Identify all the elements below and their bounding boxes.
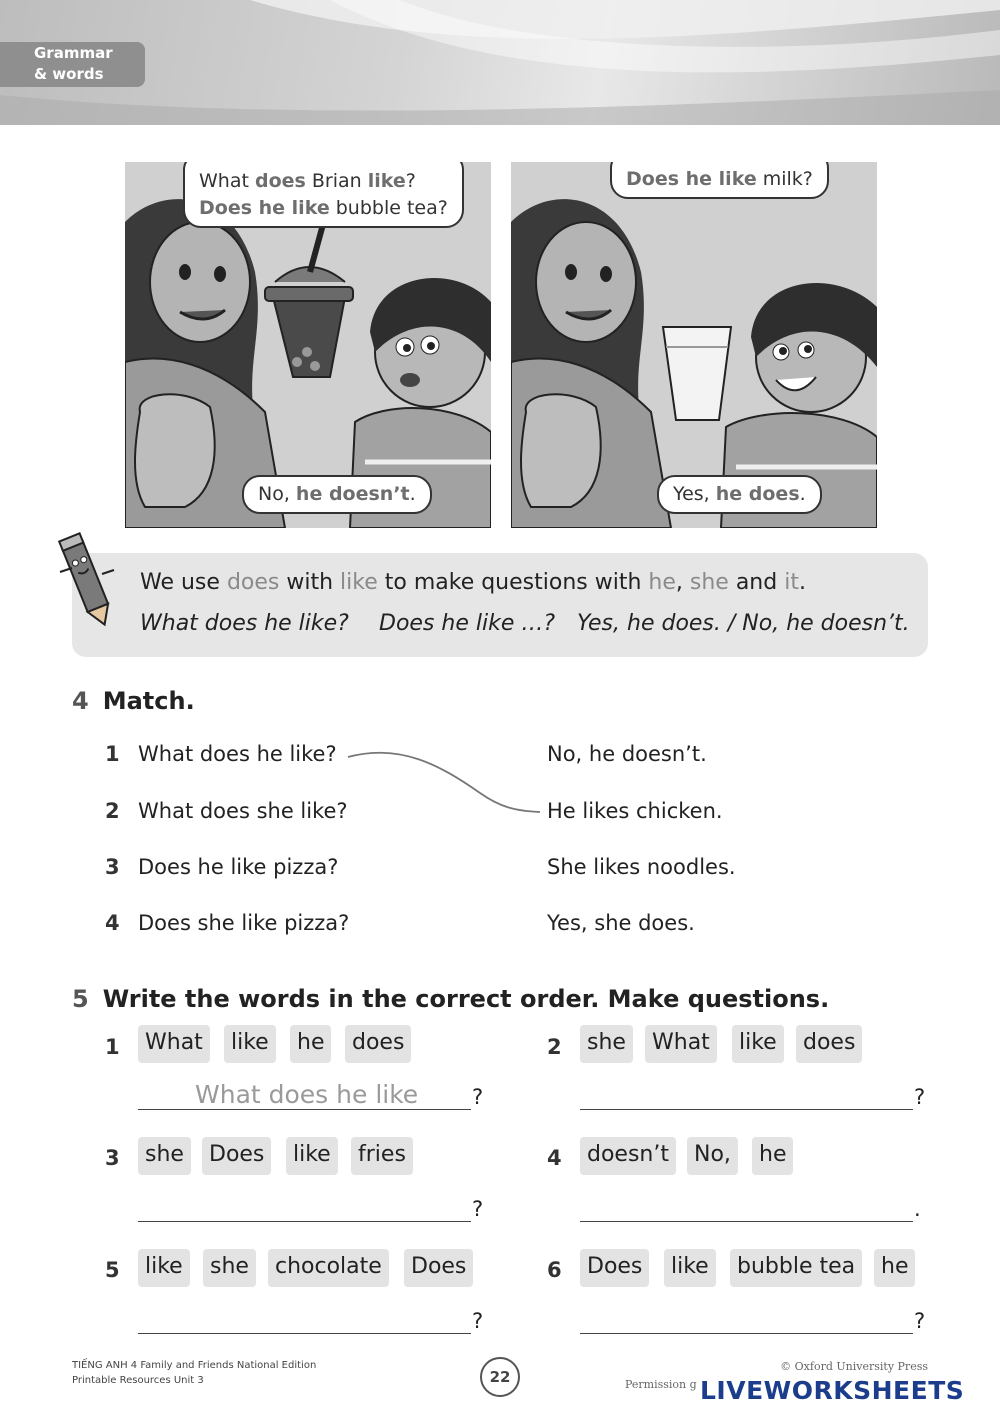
grammar-example-3: Yes, he does. / No, he doesn’t. xyxy=(577,611,910,636)
comic-panel-2 xyxy=(511,162,877,528)
answer-end-punctuation: ? xyxy=(472,1085,484,1109)
word-chip[interactable]: Does xyxy=(404,1249,473,1287)
answer-input-line[interactable] xyxy=(580,1221,913,1222)
grammar-keyword: he xyxy=(648,570,676,595)
word-chip[interactable]: she xyxy=(580,1025,633,1063)
match-question-number: 2 xyxy=(105,799,120,823)
bubble-highlight: Does he like xyxy=(626,168,757,190)
bubble-text: Brian xyxy=(305,170,368,192)
word-chip[interactable]: he xyxy=(874,1249,915,1287)
footer-book-info xyxy=(72,1358,316,1388)
match-question-number: 3 xyxy=(105,855,120,879)
word-chip[interactable]: he xyxy=(290,1025,331,1063)
word-chip[interactable]: she xyxy=(203,1249,256,1287)
word-chip[interactable]: No, xyxy=(687,1137,738,1175)
comic-panel-1 xyxy=(125,162,491,528)
word-chip[interactable]: Does xyxy=(580,1249,649,1287)
word-chip[interactable]: she xyxy=(138,1137,191,1175)
answer-input-line[interactable] xyxy=(138,1221,471,1222)
pencil-mascot-icon xyxy=(56,528,118,634)
grammar-text: and xyxy=(728,570,785,595)
word-chip[interactable]: does xyxy=(796,1025,862,1063)
bubble-highlight: does xyxy=(254,170,306,192)
exercise-instruction: Match. xyxy=(102,687,195,715)
answer-end-punctuation: ? xyxy=(472,1309,484,1333)
word-chip[interactable]: fries xyxy=(351,1137,413,1175)
word-chip[interactable]: like xyxy=(286,1137,338,1175)
grammar-example-2: Does he like …? xyxy=(379,611,556,636)
exercise-instruction: Write the words in the correct order. Make questions. xyxy=(102,985,830,1013)
speech-bubble-question-1 xyxy=(183,162,464,228)
match-answer[interactable]: No, he doesn’t. xyxy=(547,742,707,766)
match-question-number: 4 xyxy=(105,911,120,935)
section-tag-line1: Grammar xyxy=(34,44,113,62)
word-chip[interactable]: does xyxy=(345,1025,411,1063)
answer-input-line[interactable] xyxy=(138,1109,471,1110)
bubble-highlight: Does he like xyxy=(199,197,330,219)
order-item-number: 4 xyxy=(547,1146,562,1170)
exercise-5-title xyxy=(72,985,829,1013)
word-chip[interactable]: like xyxy=(224,1025,276,1063)
comic-illustration-2 xyxy=(511,162,877,528)
bubble-text: What xyxy=(199,170,255,192)
bubble-text: No, xyxy=(258,483,296,505)
grammar-text: . xyxy=(798,570,806,595)
bubble-text: . xyxy=(409,483,416,505)
answer-end-punctuation: ? xyxy=(472,1197,484,1221)
order-item-number: 5 xyxy=(105,1258,120,1282)
word-chip[interactable]: he xyxy=(752,1137,793,1175)
grammar-text: , xyxy=(675,570,690,595)
bubble-text: Yes, xyxy=(673,483,716,505)
match-question[interactable]: What does she like? xyxy=(138,799,348,823)
answer-end-punctuation: . xyxy=(914,1197,921,1221)
word-chip[interactable]: bubble tea xyxy=(730,1249,862,1287)
word-chip[interactable]: What xyxy=(645,1025,717,1063)
bubble-highlight: he does xyxy=(715,483,800,505)
word-chip[interactable]: doesn’t xyxy=(580,1137,676,1175)
grammar-rule xyxy=(140,570,806,595)
grammar-example-1: What does he like? xyxy=(140,611,349,636)
page-number: 22 xyxy=(480,1357,520,1397)
speech-bubble-question-2 xyxy=(610,162,829,199)
grammar-text: with xyxy=(279,570,341,595)
answer-input-line[interactable] xyxy=(138,1333,471,1334)
answer-input-line[interactable] xyxy=(580,1109,913,1110)
match-answer[interactable]: He likes chicken. xyxy=(547,799,723,823)
footer-publisher: © Oxford University Press xyxy=(780,1360,928,1373)
bubble-text: milk? xyxy=(756,168,813,190)
word-chip[interactable]: like xyxy=(732,1025,784,1063)
bubble-highlight: he doesn’t xyxy=(295,483,410,505)
speech-bubble-answer-2 xyxy=(657,475,822,514)
grammar-keyword: does xyxy=(226,570,280,595)
grammar-keyword: she xyxy=(689,570,729,595)
section-tag-line2: & words xyxy=(34,65,104,83)
match-question[interactable]: Does he like pizza? xyxy=(138,855,339,879)
word-chip[interactable]: What xyxy=(138,1025,210,1063)
order-item-number: 3 xyxy=(105,1146,120,1170)
grammar-note-box xyxy=(72,553,928,657)
match-answer[interactable]: She likes noodles. xyxy=(547,855,736,879)
match-question-number: 1 xyxy=(105,742,120,766)
exercise-number: 4 xyxy=(72,687,89,715)
exercise-number: 5 xyxy=(72,985,89,1013)
order-item-number: 6 xyxy=(547,1258,562,1282)
footer-book-title: TIẾNG ANH 4 Family and Friends National Edition xyxy=(72,1360,317,1371)
bubble-text: ? xyxy=(405,170,416,192)
order-item-number: 1 xyxy=(105,1035,120,1059)
exercise-4-title xyxy=(72,687,195,715)
answer-end-punctuation: ? xyxy=(914,1085,926,1109)
speech-bubble-answer-1 xyxy=(242,475,432,514)
answer-example-text: What does he like xyxy=(195,1080,419,1109)
word-chip[interactable]: like xyxy=(138,1249,190,1287)
answer-end-punctuation: ? xyxy=(914,1309,926,1333)
header-band xyxy=(0,0,1000,125)
match-example-line xyxy=(340,745,550,820)
section-tag xyxy=(0,42,145,87)
match-question[interactable]: What does he like? xyxy=(138,742,337,766)
match-question[interactable]: Does she like pizza? xyxy=(138,911,350,935)
word-chip[interactable]: like xyxy=(664,1249,716,1287)
grammar-keyword: it xyxy=(784,570,799,595)
answer-input-line[interactable] xyxy=(580,1333,913,1334)
word-chip[interactable]: chocolate xyxy=(268,1249,389,1287)
bubble-text: . xyxy=(799,483,806,505)
footer-book-unit: Printable Resources Unit 3 xyxy=(72,1375,204,1386)
liveworksheets-brand-text: LIVEWORKSHEETS xyxy=(700,1376,965,1405)
grammar-keyword: like xyxy=(340,570,378,595)
grammar-text: to make questions with xyxy=(377,570,649,595)
bubble-text: bubble tea? xyxy=(329,197,448,219)
order-item-number: 2 xyxy=(547,1035,562,1059)
grammar-text: We use xyxy=(140,570,227,595)
match-answer[interactable]: Yes, she does. xyxy=(547,911,695,935)
header-wave-decoration xyxy=(0,0,1000,125)
bubble-highlight: like xyxy=(367,170,406,192)
word-chip[interactable]: Does xyxy=(202,1137,271,1175)
footer-permission: Permission g xyxy=(625,1378,697,1391)
liveworksheets-logo[interactable] xyxy=(700,1376,964,1405)
